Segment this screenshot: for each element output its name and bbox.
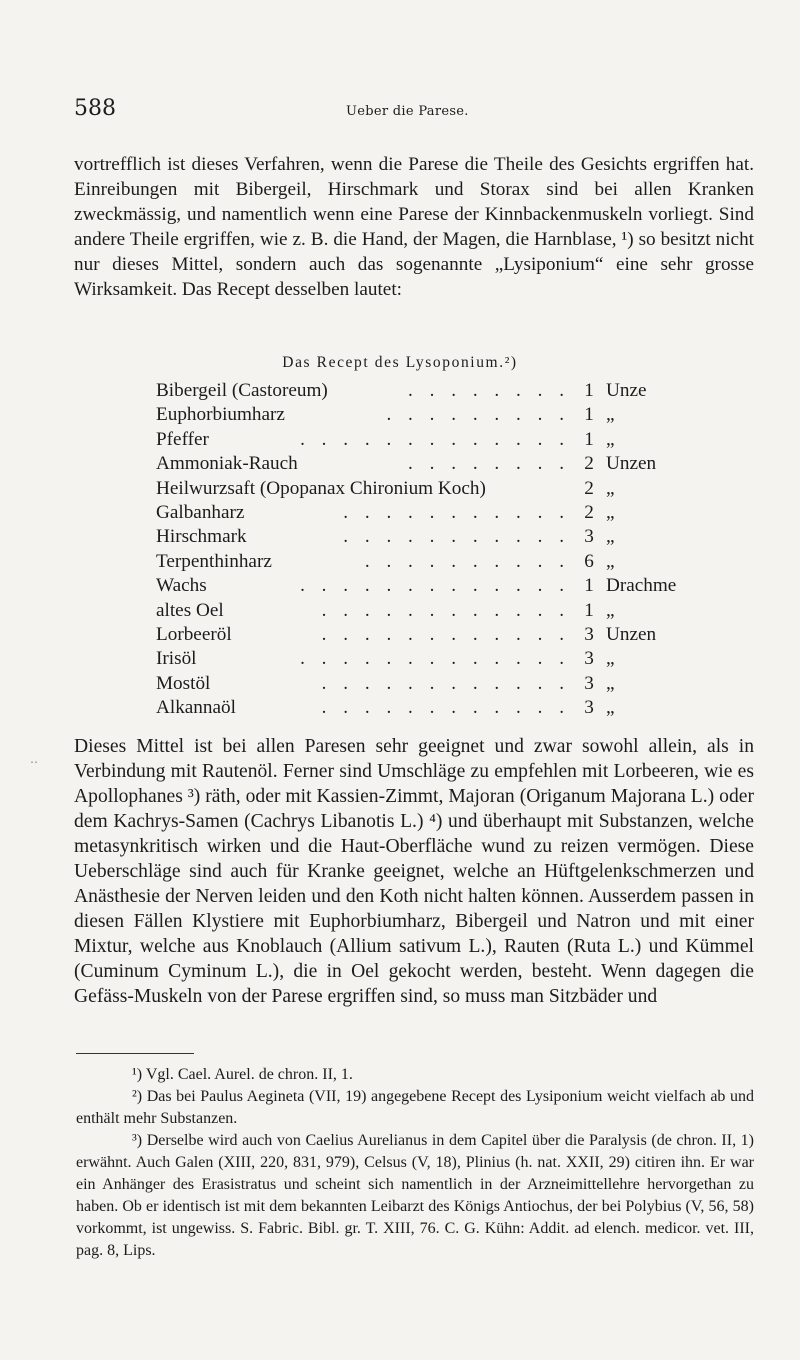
recipe-title: Das Recept des Lysoponium.²) (282, 354, 518, 371)
ingredient-unit: „ (606, 501, 615, 523)
recipe-row (156, 648, 676, 672)
recipe-row (156, 600, 676, 624)
ingredient-unit: „ (606, 697, 615, 719)
ingredient-unit: „ (606, 599, 615, 621)
leader-dots: . . . . . . . . . . . . (321, 672, 570, 694)
ingredient-quantity: 2 (584, 501, 594, 523)
ingredient-name: altes Oel (156, 599, 224, 621)
ingredient-name: Heilwurzsaft (Opopanax Chironium Koch) (156, 477, 486, 499)
page-header (74, 96, 752, 122)
recipe-row (156, 551, 676, 575)
ingredient-quantity: 3 (584, 526, 594, 548)
ingredient-name: Mostöl (156, 672, 211, 694)
leader-dots: . . . . . . . . . (386, 404, 570, 426)
leader-dots: . . . . . . . . . . . . (321, 599, 570, 621)
ingredient-unit: Drachme (606, 575, 677, 597)
ingredient-unit: „ (606, 672, 615, 694)
leader-dots: . . . . . . . . . . . . . (300, 428, 570, 450)
recipe-row (156, 429, 676, 453)
ingredient-unit: „ (606, 477, 615, 499)
leader-dots: . . . . . . . . (408, 380, 570, 401)
leader-dots: . . . . . . . . . . . . (321, 623, 570, 645)
ingredient-quantity: 3 (584, 648, 594, 670)
footnote-divider (76, 1053, 194, 1054)
ingredient-unit: „ (606, 428, 615, 450)
footnote-3: ³) Derselbe wird auch von Caelius Aurelianus in dem Capitel über die Paralysis (de chron. II, 1) erwähnt. Auch Galen (XIII, 220, 831, 979), Celsus (V, 18), Plinius (h. nat. XXII, 29) citiren ihn. Er war ein Anhänger des Erasistratus und scheint sich namentlich in der Arzneimittellehre hervorgethan zu haben. Ob er identisch ist mit dem bekannten Leibarzt des Königs Antiochus, der bei Polybius (V, 56, 58) vorkommt, ist ungewiss. S. Fabric. Bibl. gr. T. XIII, 76. C. G. Kühn: Addit. ad elench. medicor. vet. III, pag. 8, Lips. (76, 1132, 754, 1259)
ingredient-name: Alkannaöl (156, 697, 236, 719)
ingredient-name: Hirschmark (156, 526, 247, 548)
ingredient-quantity: 1 (584, 380, 594, 401)
ingredient-quantity: 1 (584, 428, 594, 450)
margin-mark: ‥ (30, 752, 39, 766)
ingredient-unit: Unzen (606, 453, 657, 475)
ingredient-unit: „ (606, 526, 615, 548)
ingredient-quantity: 1 (584, 599, 594, 621)
leader-dots: . . . . . . . . . . . (343, 501, 570, 523)
ingredient-quantity: 1 (584, 575, 594, 597)
ingredient-name: Euphorbiumharz (156, 404, 285, 426)
recipe-row (156, 526, 676, 550)
leader-dots: . . . . . . . . (408, 453, 570, 475)
recipe-row (156, 380, 676, 404)
ingredient-name: Lorbeeröl (156, 623, 232, 645)
footnote-2: ²) Das bei Paulus Aegineta (VII, 19) angegebene Recept des Lysiponium weicht vielfach ab und enthält mehr Substanzen. (76, 1088, 754, 1127)
leader-dots: . . . . . . . . . . . . . (300, 648, 570, 670)
ingredient-name: Ammoniak-Rauch (156, 453, 298, 475)
ingredient-quantity: 2 (584, 453, 594, 475)
recipe-row (156, 673, 676, 697)
footnote-1: ¹) Vgl. Cael. Aurel. de chron. II, 1. (132, 1066, 353, 1083)
leader-dots: . . . . . . . . . . . (343, 526, 570, 548)
recipe-row (156, 624, 676, 648)
ingredient-quantity: 2 (584, 477, 594, 499)
leader-dots: . . . . . . . . . . . . (321, 697, 570, 719)
page-number: 588 (74, 96, 116, 121)
ingredient-quantity: 6 (584, 550, 594, 572)
recipe-row (156, 453, 676, 477)
ingredient-quantity: 3 (584, 623, 594, 645)
ingredient-name: Galbanharz (156, 501, 245, 523)
ingredient-name: Terpenthinharz (156, 550, 272, 572)
paragraph-main: Dieses Mittel ist bei allen Paresen sehr geeignet und zwar sowohl allein, als in Verbindung mit Rautenöl. Ferner sind Umschläge zu empfehlen mit Lorbeeren, wie es Apollophanes ³) räth, oder mit Kassien-Zimmt, Majoran (Origanum Majorana L.) oder dem Kachrys-Samen (Cachrys Libanotis L.) ⁴) und überhaupt mit Substanzen, welche metasynkritisch wirken und die Haut-Oberfläche wund zu reizen vermögen. Diese Ueberschläge sind auch für Kranke geeignet, welche an Hüftgelenkschmerzen und Anästhesie der Nerven leiden und den Koth nicht halten können. Ausserdem passen in diesen Fällen Klystiere mit Euphorbiumharz, Bibergeil und Natron und mit einer Mixtur, welche aus Knoblauch (Allium sativum L.), Rauten (Ruta L.) und Kümmel (Cuminum Cyminum L.), die in Oel gekocht werden, besteht. Wenn dagegen die Gefäss-Muskeln von der Parese ergriffen sind, so muss man Sitzbäder und (74, 736, 754, 1007)
footnotes (76, 1064, 754, 1262)
ingredient-name: Pfeffer (156, 428, 209, 450)
ingredient-quantity: 3 (584, 672, 594, 694)
recipe-row (156, 697, 676, 721)
ingredient-unit: „ (606, 404, 615, 426)
ingredient-unit: Unzen (606, 623, 657, 645)
ingredient-quantity: 3 (584, 697, 594, 719)
ingredient-quantity: 1 (584, 404, 594, 426)
recipe-row (156, 502, 676, 526)
ingredient-unit: Unze (606, 380, 647, 401)
recipe-row (156, 404, 676, 428)
recipe-list (156, 380, 676, 721)
paragraph-intro: vortrefflich ist dieses Verfahren, wenn die Parese die Theile des Gesichts ergriffen hat. Einreibungen mit Bibergeil, Hirschmark und Storax sind bei allen Kranken zweckmässig, und namentlich wenn eine Parese der Kinnbackenmuskeln vorliegt. Sind andere Theile ergriffen, wie z. B. die Hand, der Magen, die Harnblase, ¹) so besitzt nicht nur dieses Mittel, sondern auch das sogenannte „Lysiponium“ eine sehr grosse Wirksamkeit. Das Recept desselben lautet: (74, 154, 754, 300)
running-title: Ueber die Parese. (346, 104, 469, 119)
recipe-row (156, 575, 676, 599)
ingredient-unit: „ (606, 550, 615, 572)
ingredient-unit: „ (606, 648, 615, 670)
leader-dots: . . . . . . . . . . . . . (300, 575, 570, 597)
ingredient-name: Irisöl (156, 648, 197, 670)
ingredient-name: Wachs (156, 575, 207, 597)
ingredient-name: Bibergeil (Castoreum) (156, 380, 328, 401)
leader-dots: . . . . . . . . . . (364, 550, 570, 572)
recipe-row (156, 478, 676, 502)
